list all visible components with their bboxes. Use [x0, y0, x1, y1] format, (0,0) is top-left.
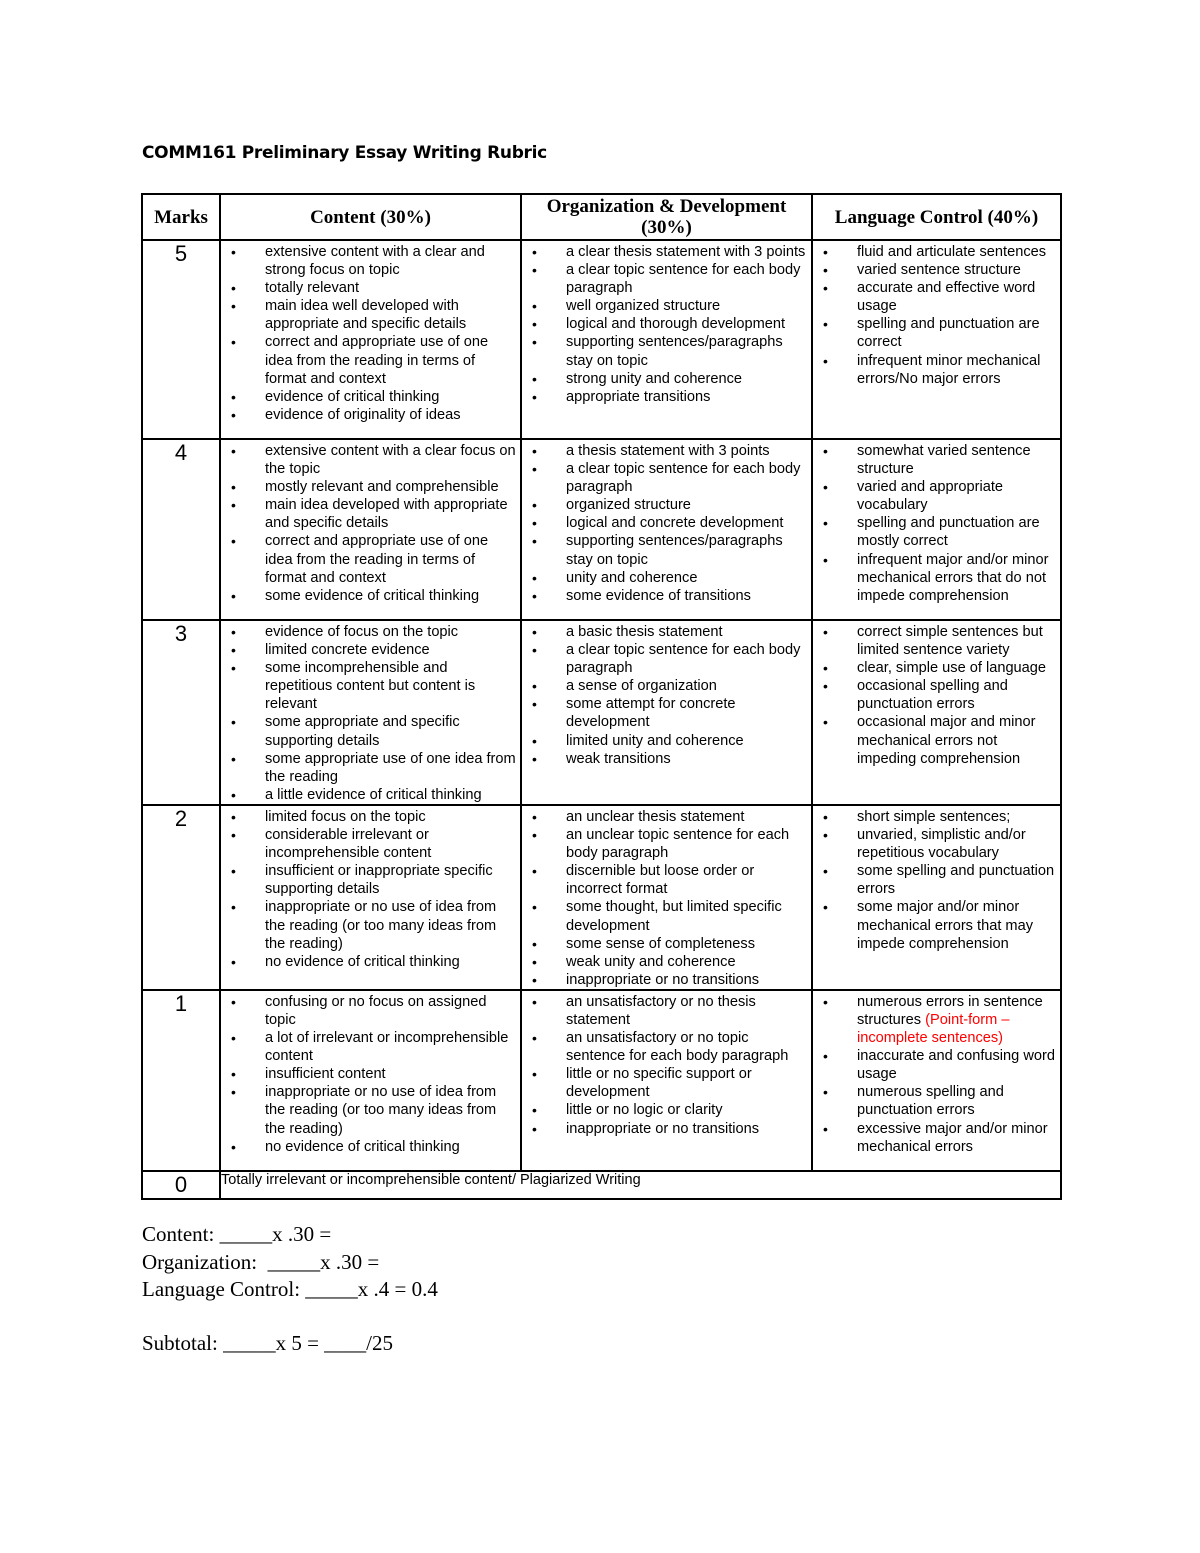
organization-cell [521, 240, 812, 439]
criterion-item: • inappropriate or no transitions [522, 1120, 807, 1138]
criterion-item: • excessive major and/or minor mechanical errors [813, 1120, 1056, 1156]
criterion-item: • an unclear thesis statement [522, 808, 807, 826]
criterion-item: • an unsatisfactory or no thesis statement [522, 993, 807, 1029]
criterion-item: • correct and appropriate use of one idea from the reading in terms of format and context [221, 532, 516, 586]
subtotal-line: Subtotal: _____x 5 = ____/25 [142, 1331, 394, 1355]
criterion-item: • spelling and punctuation are mostly correct [813, 514, 1056, 550]
criterion-item: • little or no specific support or development [522, 1065, 807, 1101]
criterion-item: • some sense of completeness [522, 935, 807, 953]
criterion-item: • varied sentence structure [813, 261, 1056, 279]
language-score-line: Language Control: _____x .4 = 0.4 [142, 1277, 438, 1301]
language-cell [812, 805, 1061, 990]
language-criteria-list [813, 991, 1060, 1156]
criterion-item: • evidence of critical thinking [221, 388, 516, 406]
criterion-item: • well organized structure [522, 297, 807, 315]
criterion-item: • discernible but loose order or incorrect format [522, 862, 807, 898]
language-criteria-list [813, 621, 1060, 768]
mark-cell: 0 [142, 1171, 220, 1199]
criterion-item: • some evidence of critical thinking [221, 587, 516, 605]
organization-cell [521, 620, 812, 805]
criterion-item: • insufficient or inappropriate specific supporting details [221, 862, 516, 898]
criterion-item: • considerable irrelevant or incomprehensible content [221, 826, 516, 862]
header-row [142, 194, 1061, 240]
mark-cell: 3 [142, 620, 220, 805]
criterion-item: • evidence of originality of ideas [221, 406, 516, 424]
organization-cell [521, 805, 812, 990]
rubric-body [142, 240, 1061, 1171]
criterion-item: • a lot of irrelevant or incomprehensible content [221, 1029, 516, 1065]
organization-criteria-list [522, 806, 811, 989]
mark-cell: 4 [142, 439, 220, 620]
criterion-item: • supporting sentences/paragraphs stay on topic [522, 532, 807, 568]
organization-cell [521, 439, 812, 620]
criterion-item: • occasional spelling and punctuation errors [813, 677, 1056, 713]
criterion-item: • correct simple sentences but limited sentence variety [813, 623, 1056, 659]
score-row-5 [142, 240, 1061, 439]
mark-cell: 2 [142, 805, 220, 990]
content-cell [220, 240, 521, 439]
criterion-item: • main idea well developed with appropriate and specific details [221, 297, 516, 333]
content-cell [220, 990, 521, 1171]
criterion-item: • strong unity and coherence [522, 370, 807, 388]
criterion-item: • some attempt for concrete development [522, 695, 807, 731]
criterion-item: • inaccurate and confusing word usage [813, 1047, 1056, 1083]
criterion-item: • appropriate transitions [522, 388, 807, 406]
criterion-item: • infrequent minor mechanical errors/No major errors [813, 352, 1056, 388]
score-row-0 [142, 1171, 1061, 1199]
criterion-item: • no evidence of critical thinking [221, 1138, 516, 1156]
content-score-line: Content: _____x .30 = [142, 1222, 332, 1246]
criterion-item: • logical and thorough development [522, 315, 807, 333]
header-language: Language Control (40%) [812, 194, 1061, 240]
criterion-item: • some major and/or minor mechanical errors that may impede comprehension [813, 898, 1056, 952]
language-criteria-list [813, 440, 1060, 605]
language-cell [812, 240, 1061, 439]
content-criteria-list [221, 806, 520, 971]
criterion-item: • main idea developed with appropriate and specific details [221, 496, 516, 532]
criterion-item: • extensive content with a clear and strong focus on topic [221, 243, 516, 279]
criterion-item: • an unsatisfactory or no topic sentence for each body paragraph [522, 1029, 807, 1065]
organization-criteria-list [522, 241, 811, 406]
criterion-item: • limited unity and coherence [522, 732, 807, 750]
content-cell [220, 805, 521, 990]
criterion-item: • a little evidence of critical thinking [221, 786, 516, 804]
language-cell [812, 990, 1061, 1171]
criterion-item: • somewhat varied sentence structure [813, 442, 1056, 478]
criterion-item: • some spelling and punctuation errors [813, 862, 1056, 898]
organization-score-line: Organization: _____x .30 = [142, 1250, 380, 1274]
score-row-1 [142, 990, 1061, 1171]
criterion-item: • inappropriate or no use of idea from the reading (or too many ideas from the reading) [221, 898, 516, 952]
organization-criteria-list [522, 991, 811, 1138]
criterion-item: • clear, simple use of language [813, 659, 1056, 677]
criterion-item: • a clear thesis statement with 3 points [522, 243, 807, 261]
content-criteria-list [221, 991, 520, 1156]
score-row-3 [142, 620, 1061, 805]
criterion-item: • unity and coherence [522, 569, 807, 587]
content-cell [220, 439, 521, 620]
criterion-item: • weak transitions [522, 750, 807, 768]
criterion-item: • unvaried, simplistic and/or repetitious vocabulary [813, 826, 1056, 862]
criterion-item: • some incomprehensible and repetitious content but content is relevant [221, 659, 516, 713]
content-criteria-list [221, 241, 520, 424]
page-title: COMM161 Preliminary Essay Writing Rubric [142, 143, 547, 163]
score-row-4 [142, 439, 1061, 620]
criterion-item: • limited focus on the topic [221, 808, 516, 826]
criterion-item: • inappropriate or no use of idea from the reading (or too many ideas from the reading) [221, 1083, 516, 1137]
content-cell [220, 620, 521, 805]
language-criteria-list [813, 241, 1060, 388]
criterion-item: • a thesis statement with 3 points [522, 442, 807, 460]
criterion-item: • spelling and punctuation are correct [813, 315, 1056, 351]
header-content: Content (30%) [220, 194, 521, 240]
criterion-item: • inappropriate or no transitions [522, 971, 807, 989]
criterion-item: • some evidence of transitions [522, 587, 807, 605]
criterion-item: • mostly relevant and comprehensible [221, 478, 516, 496]
criterion-item: • totally relevant [221, 279, 516, 297]
criterion-item: • accurate and effective word usage [813, 279, 1056, 315]
criterion-item: • insufficient content [221, 1065, 516, 1083]
language-cell [812, 620, 1061, 805]
criterion-item: • infrequent major and/or minor mechanical errors that do not impede comprehension [813, 551, 1056, 605]
header-marks: Marks [142, 194, 220, 240]
criterion-item: • some appropriate and specific supporting details [221, 713, 516, 749]
criterion-item: • numerous spelling and punctuation errors [813, 1083, 1056, 1119]
criterion-item: • extensive content with a clear focus on the topic [221, 442, 516, 478]
organization-criteria-list [522, 440, 811, 605]
content-criteria-list [221, 440, 520, 605]
criterion-item: • supporting sentences/paragraphs stay on topic [522, 333, 807, 369]
criterion-item: • logical and concrete development [522, 514, 807, 532]
criterion-item: • evidence of focus on the topic [221, 623, 516, 641]
criterion-item: • no evidence of critical thinking [221, 953, 516, 971]
content-criteria-list [221, 621, 520, 804]
criterion-item: • short simple sentences; [813, 808, 1056, 826]
criterion-item: • a clear topic sentence for each body paragraph [522, 641, 807, 677]
criterion-item: • correct and appropriate use of one idea from the reading in terms of format and context [221, 333, 516, 387]
criterion-item: • little or no logic or clarity [522, 1101, 807, 1119]
criterion-item: • limited concrete evidence [221, 641, 516, 659]
criterion-item: • varied and appropriate vocabulary [813, 478, 1056, 514]
language-criteria-list [813, 806, 1060, 953]
criterion-item: • confusing or no focus on assigned topic [221, 993, 516, 1029]
zero-row-text: Totally irrelevant or incomprehensible content/ Plagiarized Writing [220, 1171, 1061, 1199]
rubric-table [141, 193, 1062, 1200]
mark-cell: 5 [142, 240, 220, 439]
criterion-item: • occasional major and minor mechanical errors not impeding comprehension [813, 713, 1056, 767]
criterion-item: • a clear topic sentence for each body paragraph [522, 261, 807, 297]
criterion-item: • some appropriate use of one idea from the reading [221, 750, 516, 786]
criterion-item: • weak unity and coherence [522, 953, 807, 971]
language-cell [812, 439, 1061, 620]
organization-criteria-list [522, 621, 811, 768]
score-row-2 [142, 805, 1061, 990]
criterion-item: • some thought, but limited specific development [522, 898, 807, 934]
criterion-item: • an unclear topic sentence for each body paragraph [522, 826, 807, 862]
criterion-item [813, 993, 1056, 1047]
organization-cell [521, 990, 812, 1171]
criterion-item: • a basic thesis statement [522, 623, 807, 641]
criterion-item: • a sense of organization [522, 677, 807, 695]
mark-cell: 1 [142, 990, 220, 1171]
criterion-item: • a clear topic sentence for each body paragraph [522, 460, 807, 496]
header-organization: Organization & Development (30%) [521, 194, 812, 240]
criterion-item: • organized structure [522, 496, 807, 514]
criterion-item: • fluid and articulate sentences [813, 243, 1056, 261]
criterion-text: numerous errors in sentence structures [857, 993, 1043, 1028]
criterion-highlight-text: (Point-form – incomplete sentences) [857, 1011, 1010, 1047]
